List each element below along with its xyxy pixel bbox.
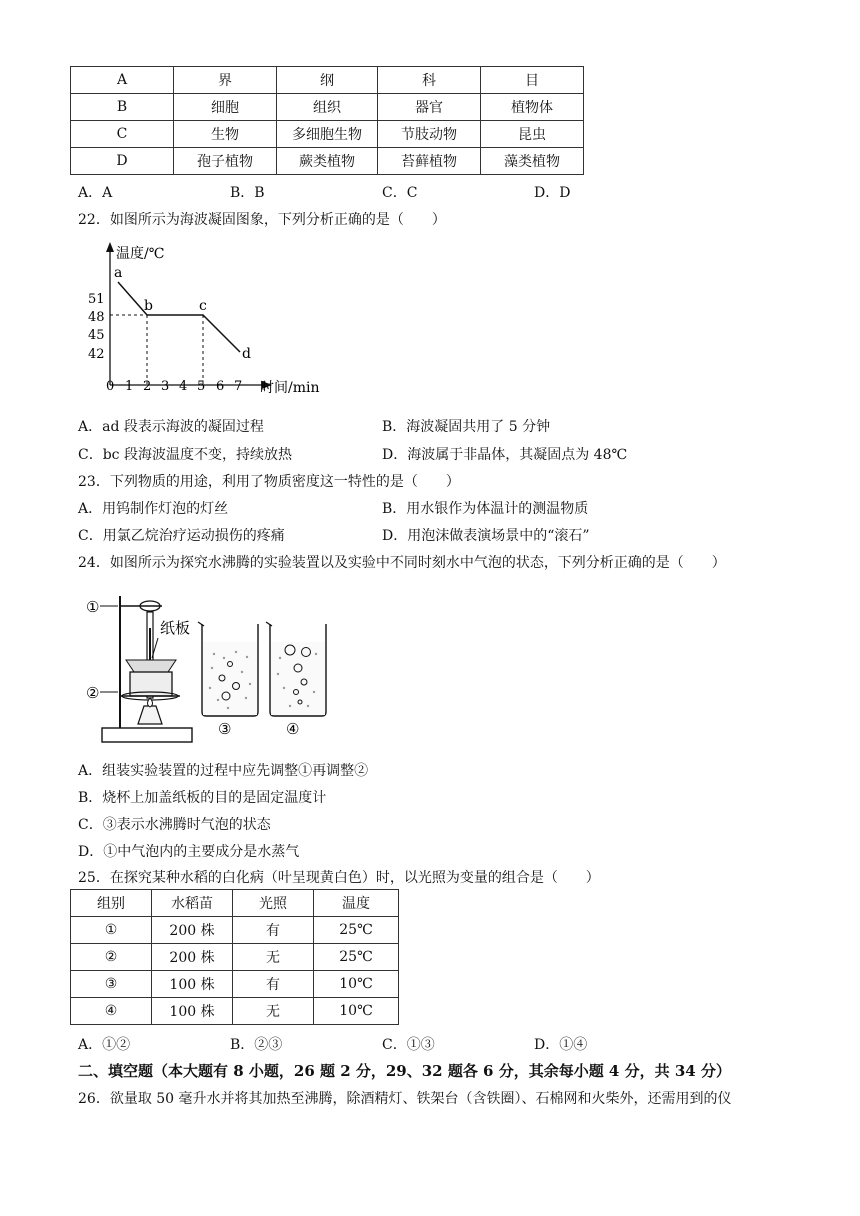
classification-table: [70, 66, 584, 175]
q23-options-row2: [78, 525, 686, 545]
point-label: b: [144, 298, 153, 314]
table-row: [71, 917, 399, 944]
marker-four: ④: [286, 720, 300, 738]
y-tick: 45: [88, 328, 105, 343]
q25-stem: 25．在探究某种水稻的白化病（叶呈现黄白色）时，以光照为变量的组合是（ ）: [78, 870, 600, 886]
option-c[interactable]: C．bc 段海波温度不变，持续放热: [78, 447, 292, 463]
y-tick: 42: [88, 347, 105, 362]
table-cell: 科: [378, 67, 481, 94]
x-tick: 2: [143, 379, 152, 394]
table-cell: 生物: [174, 121, 277, 148]
option-d[interactable]: D．①④: [534, 1037, 588, 1053]
table-cell: 多细胞生物: [277, 121, 378, 148]
q23-options-row1: [78, 498, 686, 518]
y-axis-label: 温度/℃: [116, 246, 165, 262]
x-tick: 0: [106, 379, 115, 394]
table-cell: B: [71, 94, 174, 121]
y-tick: 48: [88, 310, 105, 325]
option-b[interactable]: B．B: [230, 185, 265, 201]
table-cell: C: [71, 121, 174, 148]
table-cell: 100 株: [152, 971, 233, 998]
q26-stem: 26．欲量取 50 毫升水并将其加热至沸腾，除酒精灯、铁架台（含铁圈）、石棉网和火柴外，还需用到的仪: [78, 1091, 732, 1107]
table-row: [71, 94, 584, 121]
table-header: 温度: [314, 890, 399, 917]
table-cell: 25℃: [314, 917, 399, 944]
table-cell: 200 株: [152, 917, 233, 944]
table-header: 水稻苗: [152, 890, 233, 917]
rice-experiment-table: [70, 889, 399, 1025]
marker-one: ①: [86, 598, 100, 616]
table-header: 组别: [71, 890, 152, 917]
table-cell: 100 株: [152, 998, 233, 1025]
table-cell: 200 株: [152, 944, 233, 971]
table-cell: 有: [233, 971, 314, 998]
table-cell: 界: [174, 67, 277, 94]
option-a[interactable]: A．用钨制作灯泡的灯丝: [78, 501, 229, 517]
option-b[interactable]: B．海波凝固共用了 5 分钟: [382, 419, 551, 435]
table-cell: 蕨类植物: [277, 148, 378, 175]
table-row: [71, 971, 399, 998]
table-cell: 节肢动物: [378, 121, 481, 148]
option-a[interactable]: A．组装实验装置的过程中应先调整①再调整②: [78, 763, 369, 779]
option-a[interactable]: A．ad 段表示海波的凝固过程: [78, 419, 264, 435]
option-c[interactable]: C．③表示水沸腾时气泡的状态: [78, 817, 271, 833]
table-cell: D: [71, 148, 174, 175]
table-cell: 细胞: [174, 94, 277, 121]
option-d[interactable]: D．D: [534, 185, 571, 201]
option-a[interactable]: A．A: [78, 185, 113, 201]
table-row: [71, 944, 399, 971]
option-d[interactable]: D．海波属于非晶体，其凝固点为 48℃: [382, 447, 628, 463]
option-c[interactable]: C．用氯乙烷治疗运动损伤的疼痛: [78, 528, 285, 544]
table-cell: 10℃: [314, 998, 399, 1025]
table-row: [71, 121, 584, 148]
board-label: 纸板: [160, 619, 191, 637]
boiling-apparatus-figure: [84, 588, 344, 753]
q22-options-row2: [78, 444, 686, 464]
table-cell: ①: [71, 917, 152, 944]
q24-stem: 24．如图所示为探究水沸腾的实验装置以及实验中不同时刻水中气泡的状态，下列分析正确的是（ ）: [78, 555, 726, 571]
table-cell: 植物体: [481, 94, 584, 121]
table-row: [71, 67, 584, 94]
option-b[interactable]: B．②③: [230, 1037, 283, 1053]
option-c[interactable]: C．C: [382, 185, 418, 201]
y-tick: 51: [88, 292, 105, 307]
table-cell: 目: [481, 67, 584, 94]
table-cell: 有: [233, 917, 314, 944]
point-label: d: [242, 346, 251, 362]
point-label: a: [114, 265, 123, 281]
table-cell: 器官: [378, 94, 481, 121]
table-cell: 昆虫: [481, 121, 584, 148]
x-tick: 5: [197, 379, 206, 394]
q25-options: [78, 1034, 686, 1054]
table-cell: 纲: [277, 67, 378, 94]
table-row: [71, 998, 399, 1025]
q22-options-row1: [78, 416, 686, 436]
option-d[interactable]: D．用泡沫做表演场景中的“滚石”: [382, 528, 590, 544]
point-label: c: [199, 298, 207, 314]
option-b[interactable]: B．用水银作为体温计的测温物质: [382, 501, 589, 517]
table-header-row: [71, 890, 399, 917]
table-cell: ②: [71, 944, 152, 971]
x-tick: 3: [161, 379, 170, 394]
table-cell: 10℃: [314, 971, 399, 998]
x-tick: 7: [234, 379, 243, 394]
q22-stem: 22．如图所示为海波凝固图象，下列分析正确的是（ ）: [78, 212, 446, 228]
table-cell: ④: [71, 998, 152, 1025]
table-cell: ③: [71, 971, 152, 998]
x-tick: 4: [179, 379, 188, 394]
x-tick: 1: [125, 379, 134, 394]
option-d[interactable]: D．①中气泡内的主要成分是水蒸气: [78, 844, 300, 860]
table-cell: 无: [233, 944, 314, 971]
table-row: [71, 148, 584, 175]
marker-three: ③: [218, 720, 232, 738]
marker-two: ②: [86, 684, 100, 702]
cooling-curve: [118, 282, 240, 352]
table-cell: 苔藓植物: [378, 148, 481, 175]
option-c[interactable]: C．①③: [382, 1037, 435, 1053]
option-b[interactable]: B．烧杯上加盖纸板的目的是固定温度计: [78, 790, 327, 806]
x-axis-label: 时间/min: [260, 380, 320, 396]
table-header: 光照: [233, 890, 314, 917]
q21-options: [78, 182, 686, 202]
x-tick: 6: [216, 379, 225, 394]
table-cell: 无: [233, 998, 314, 1025]
table-cell: 25℃: [314, 944, 399, 971]
q23-stem: 23．下列物质的用途，利用了物质密度这一特性的是（ ）: [78, 474, 460, 490]
table-cell: 组织: [277, 94, 378, 121]
option-a[interactable]: A．①②: [78, 1037, 131, 1053]
solidification-graph: [88, 240, 340, 400]
table-cell: 孢子植物: [174, 148, 277, 175]
table-cell: 藻类植物: [481, 148, 584, 175]
section-heading: 二、填空题（本大题有 8 小题，26 题 2 分，29、32 题各 6 分，其余每小题 4 分，共 34 分）: [78, 1062, 731, 1080]
table-cell: A: [71, 67, 174, 94]
